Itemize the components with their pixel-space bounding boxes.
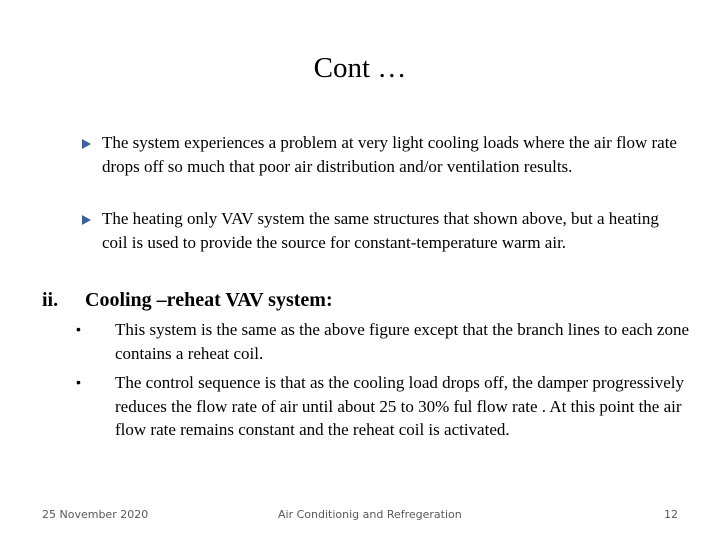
section-number: ii. <box>42 289 59 311</box>
bullet-dot-icon: • <box>76 374 81 390</box>
arrow-bullet-text: The system experiences a problem at very light cooling loads where the air flow rate drops off so much that poor air distribution and/or ventilation results. <box>102 133 677 176</box>
section-subheading <box>42 287 333 313</box>
blue-triangle-icon <box>82 215 91 225</box>
footer-page-number: 12 <box>664 508 678 521</box>
section-title: Cooling –reheat VAV system: <box>85 289 333 311</box>
bullet-dot-icon: • <box>76 321 81 337</box>
slide-title: Cont … <box>313 52 407 84</box>
dot-bullet-text: The control sequence is that as the cooling load drops off, the damper progressively reduces the flow rate of air until about 25 to 30% ful flow rate . At this point the air flow rate remains constant and the reheat coil is activated. <box>115 373 685 439</box>
blue-triangle-icon <box>82 139 91 149</box>
footer-course-title: Air Conditionig and Refregeration <box>278 508 462 521</box>
dot-bullet-text: This system is the same as the above figure except that the branch lines to each zone contains a reheat coil. <box>115 320 690 363</box>
arrow-bullet-text: The heating only VAV system the same structures that shown above, but a heating coil is used to provide the source for constant-temperature warm air. <box>102 209 659 252</box>
footer-date: 25 November 2020 <box>42 508 149 521</box>
